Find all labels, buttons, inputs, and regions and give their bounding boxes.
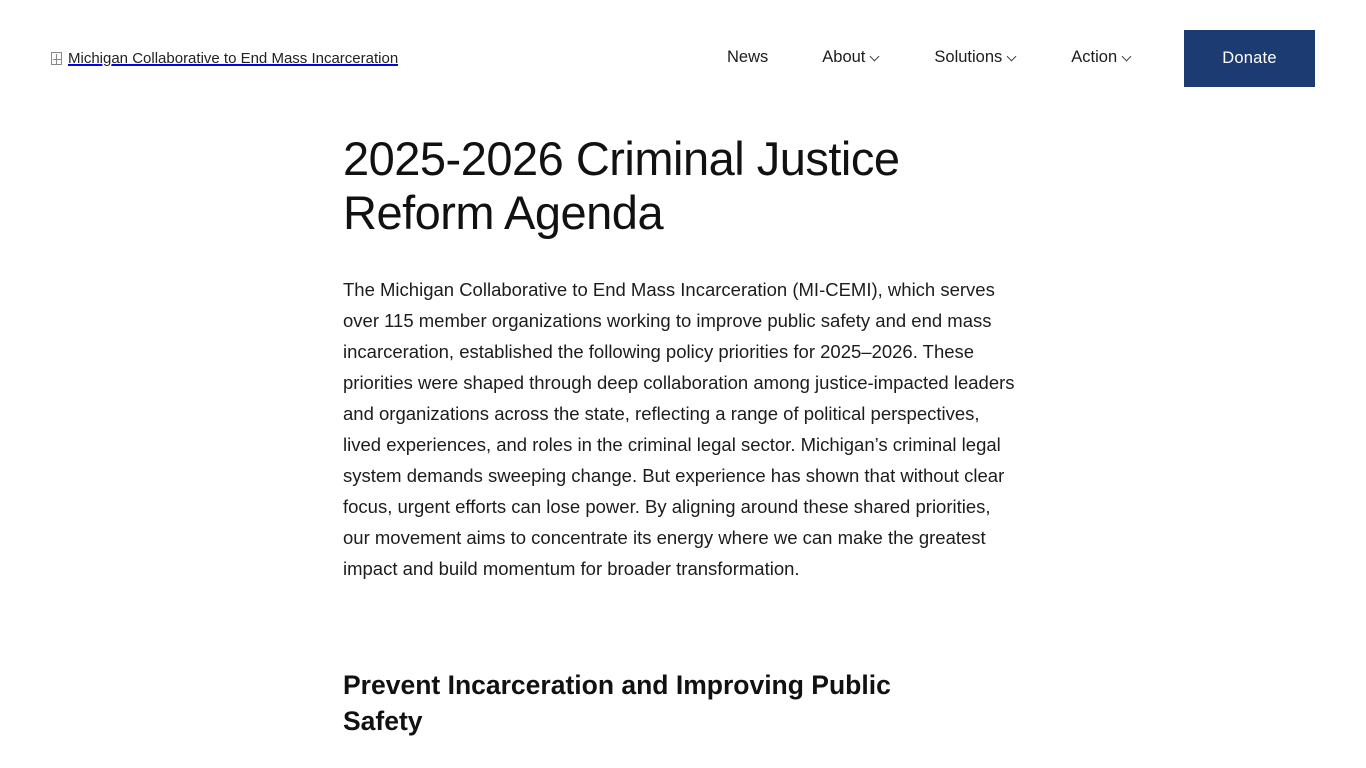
- nav-item-action[interactable]: [1044, 42, 1159, 73]
- nav-item-label: News: [727, 48, 769, 66]
- intro-paragraph: The Michigan Collaborative to End Mass Incarceration (MI-CEMI), which serves over 115 member organizations working to improve public safety and end mass incarceration, established the following policy priorities for 2025–2026. These priorities were shaped through deep collaboration among justice-impacted leaders and organizations across the state, reflecting a range of political perspectives, lived experiences, and roles in the criminal legal sector. Michigan’s criminal legal system demands sweeping change. But experience has shown that without clear focus, urgent efforts can lose power. By aligning around these shared priorities, our movement aims to concentrate its energy where we can make the greatest impact and build momentum for broader transformation.: [343, 279, 1015, 580]
- site-logo-broken-image: [51, 51, 398, 66]
- chevron-down-icon: [871, 53, 880, 62]
- site-logo-alt-text: Michigan Collaborative to End Mass Incarceration: [68, 50, 399, 66]
- chevron-down-icon: [1123, 53, 1132, 62]
- nav-item-label: About: [822, 48, 866, 66]
- donate-button[interactable]: Donate: [1184, 30, 1315, 87]
- page-title: 2025-2026 Criminal Justice Reform Agenda: [343, 132, 900, 240]
- chevron-down-icon: [1008, 53, 1017, 62]
- primary-navigation: [700, 42, 1159, 73]
- site-logo-link[interactable]: [51, 0, 398, 116]
- site-header: [0, 0, 1366, 116]
- broken-image-icon: [51, 52, 62, 65]
- nav-item-solutions[interactable]: [907, 42, 1044, 73]
- nav-item-label: Solutions: [934, 48, 1003, 66]
- nav-item-about[interactable]: [795, 42, 907, 73]
- main-content: [0, 132, 1366, 740]
- nav-item-label: Action: [1071, 48, 1118, 66]
- section-heading-prevent-incarceration: Prevent Incarceration and Improving Public Safety: [343, 670, 891, 736]
- nav-item-news[interactable]: [700, 42, 795, 73]
